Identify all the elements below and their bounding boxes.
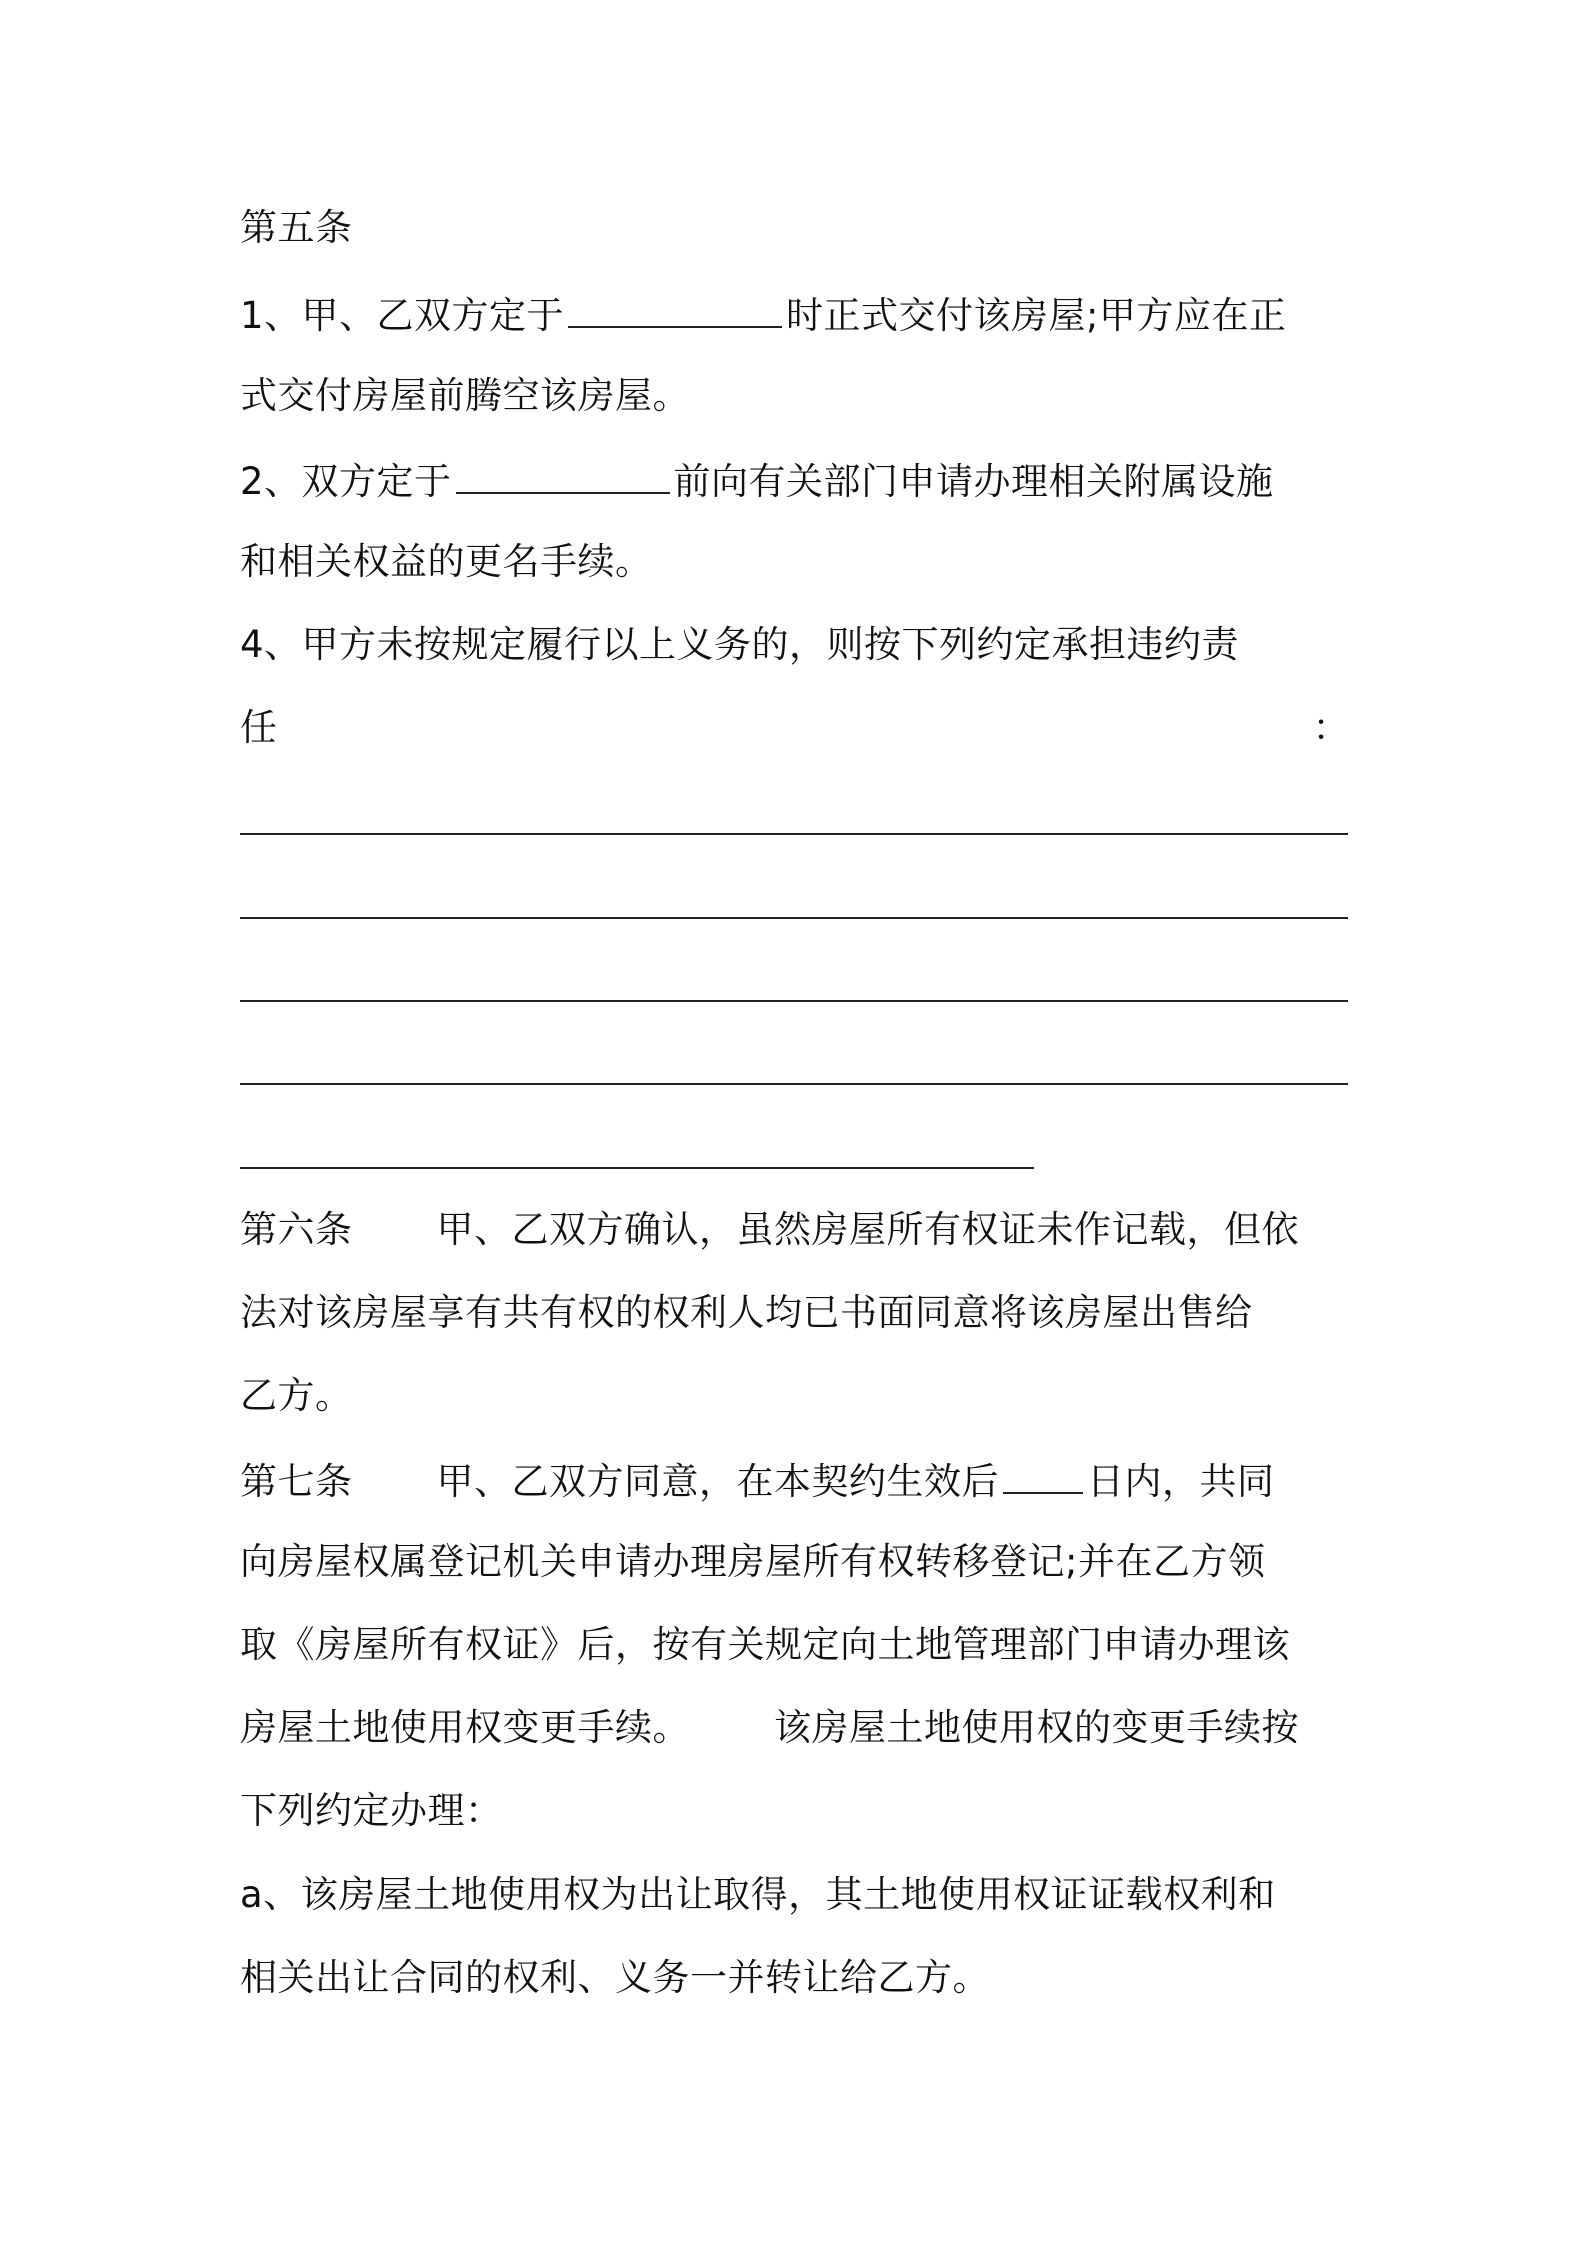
article-7-line-4-lead: 房屋土地使用权变更手续。 — [240, 1706, 690, 1749]
liability-blank-line-4[interactable] — [240, 1083, 1348, 1085]
liability-blank-line-1[interactable] — [240, 833, 1348, 835]
item-1-tail: 时正式交付该房屋;甲方应在正 — [786, 294, 1287, 337]
article-5-item-2-continued: 和相关权益的更名手续。 — [240, 540, 653, 583]
article-5-item-4-continued — [240, 703, 1350, 753]
item-4-cont-right: ： — [1312, 706, 1350, 749]
article-5-title: 第五条 — [240, 206, 353, 249]
liability-blank-line-3[interactable] — [240, 1000, 1348, 1002]
article-7-line-3: 取《房屋所有权证》后，按有关规定向土地管理部门申请办理该 — [240, 1623, 1290, 1666]
item-2-tail: 前向有关部门申请办理相关附属设施 — [673, 460, 1274, 503]
item-a-line-1: a、该房屋土地使用权为出让取得，其土地使用权证证载权利和 — [240, 1873, 1276, 1916]
delivery-date-blank[interactable] — [568, 288, 782, 328]
article-6-line-1 — [240, 1205, 1350, 1255]
article-7-lead: 甲、乙双方同意，在本契约生效后 — [436, 1460, 999, 1503]
item-a-line-2: 相关出让合同的权利、义务一并转让给乙方。 — [240, 1956, 990, 1999]
article-6-line-2: 法对该房屋享有共有权的权利人均已书面同意将该房屋出售给 — [240, 1291, 1253, 1334]
days-blank[interactable] — [1003, 1454, 1083, 1494]
article-7-line-4-tail: 该房屋土地使用权的变更手续按 — [774, 1706, 1299, 1749]
article-6-text: 甲、乙双方确认，虽然房屋所有权证未作记载，但依 — [436, 1208, 1299, 1251]
article-5-item-1-continued: 式交付房屋前腾空该房屋。 — [240, 374, 690, 417]
article-7-tail: 日内，共同 — [1087, 1460, 1275, 1503]
liability-blank-line-2[interactable] — [240, 917, 1348, 919]
article-7-label: 第七条 — [240, 1460, 353, 1503]
liability-blank-line-5[interactable] — [240, 1167, 1034, 1169]
article-6-line-3: 乙方。 — [240, 1374, 353, 1417]
item-1-lead: 1、甲、乙双方定于 — [240, 294, 565, 337]
article-5-item-4: 4、甲方未按规定履行以上义务的，则按下列约定承担违约责 — [240, 623, 1240, 666]
article-6-label: 第六条 — [240, 1208, 353, 1251]
article-7-line-5: 下列约定办理： — [240, 1789, 503, 1832]
item-4-cont-left: 任 — [240, 706, 278, 749]
article-5-item-2 — [240, 454, 1350, 507]
article-7-line-2: 向房屋权属登记机关申请办理房屋所有权转移登记;并在乙方领 — [240, 1540, 1266, 1583]
item-2-lead: 2、双方定于 — [240, 460, 452, 503]
transfer-date-blank[interactable] — [456, 454, 670, 494]
article-7-line-4 — [240, 1703, 1350, 1753]
article-7-line-1 — [240, 1454, 1350, 1507]
article-5-item-1 — [240, 288, 1350, 341]
